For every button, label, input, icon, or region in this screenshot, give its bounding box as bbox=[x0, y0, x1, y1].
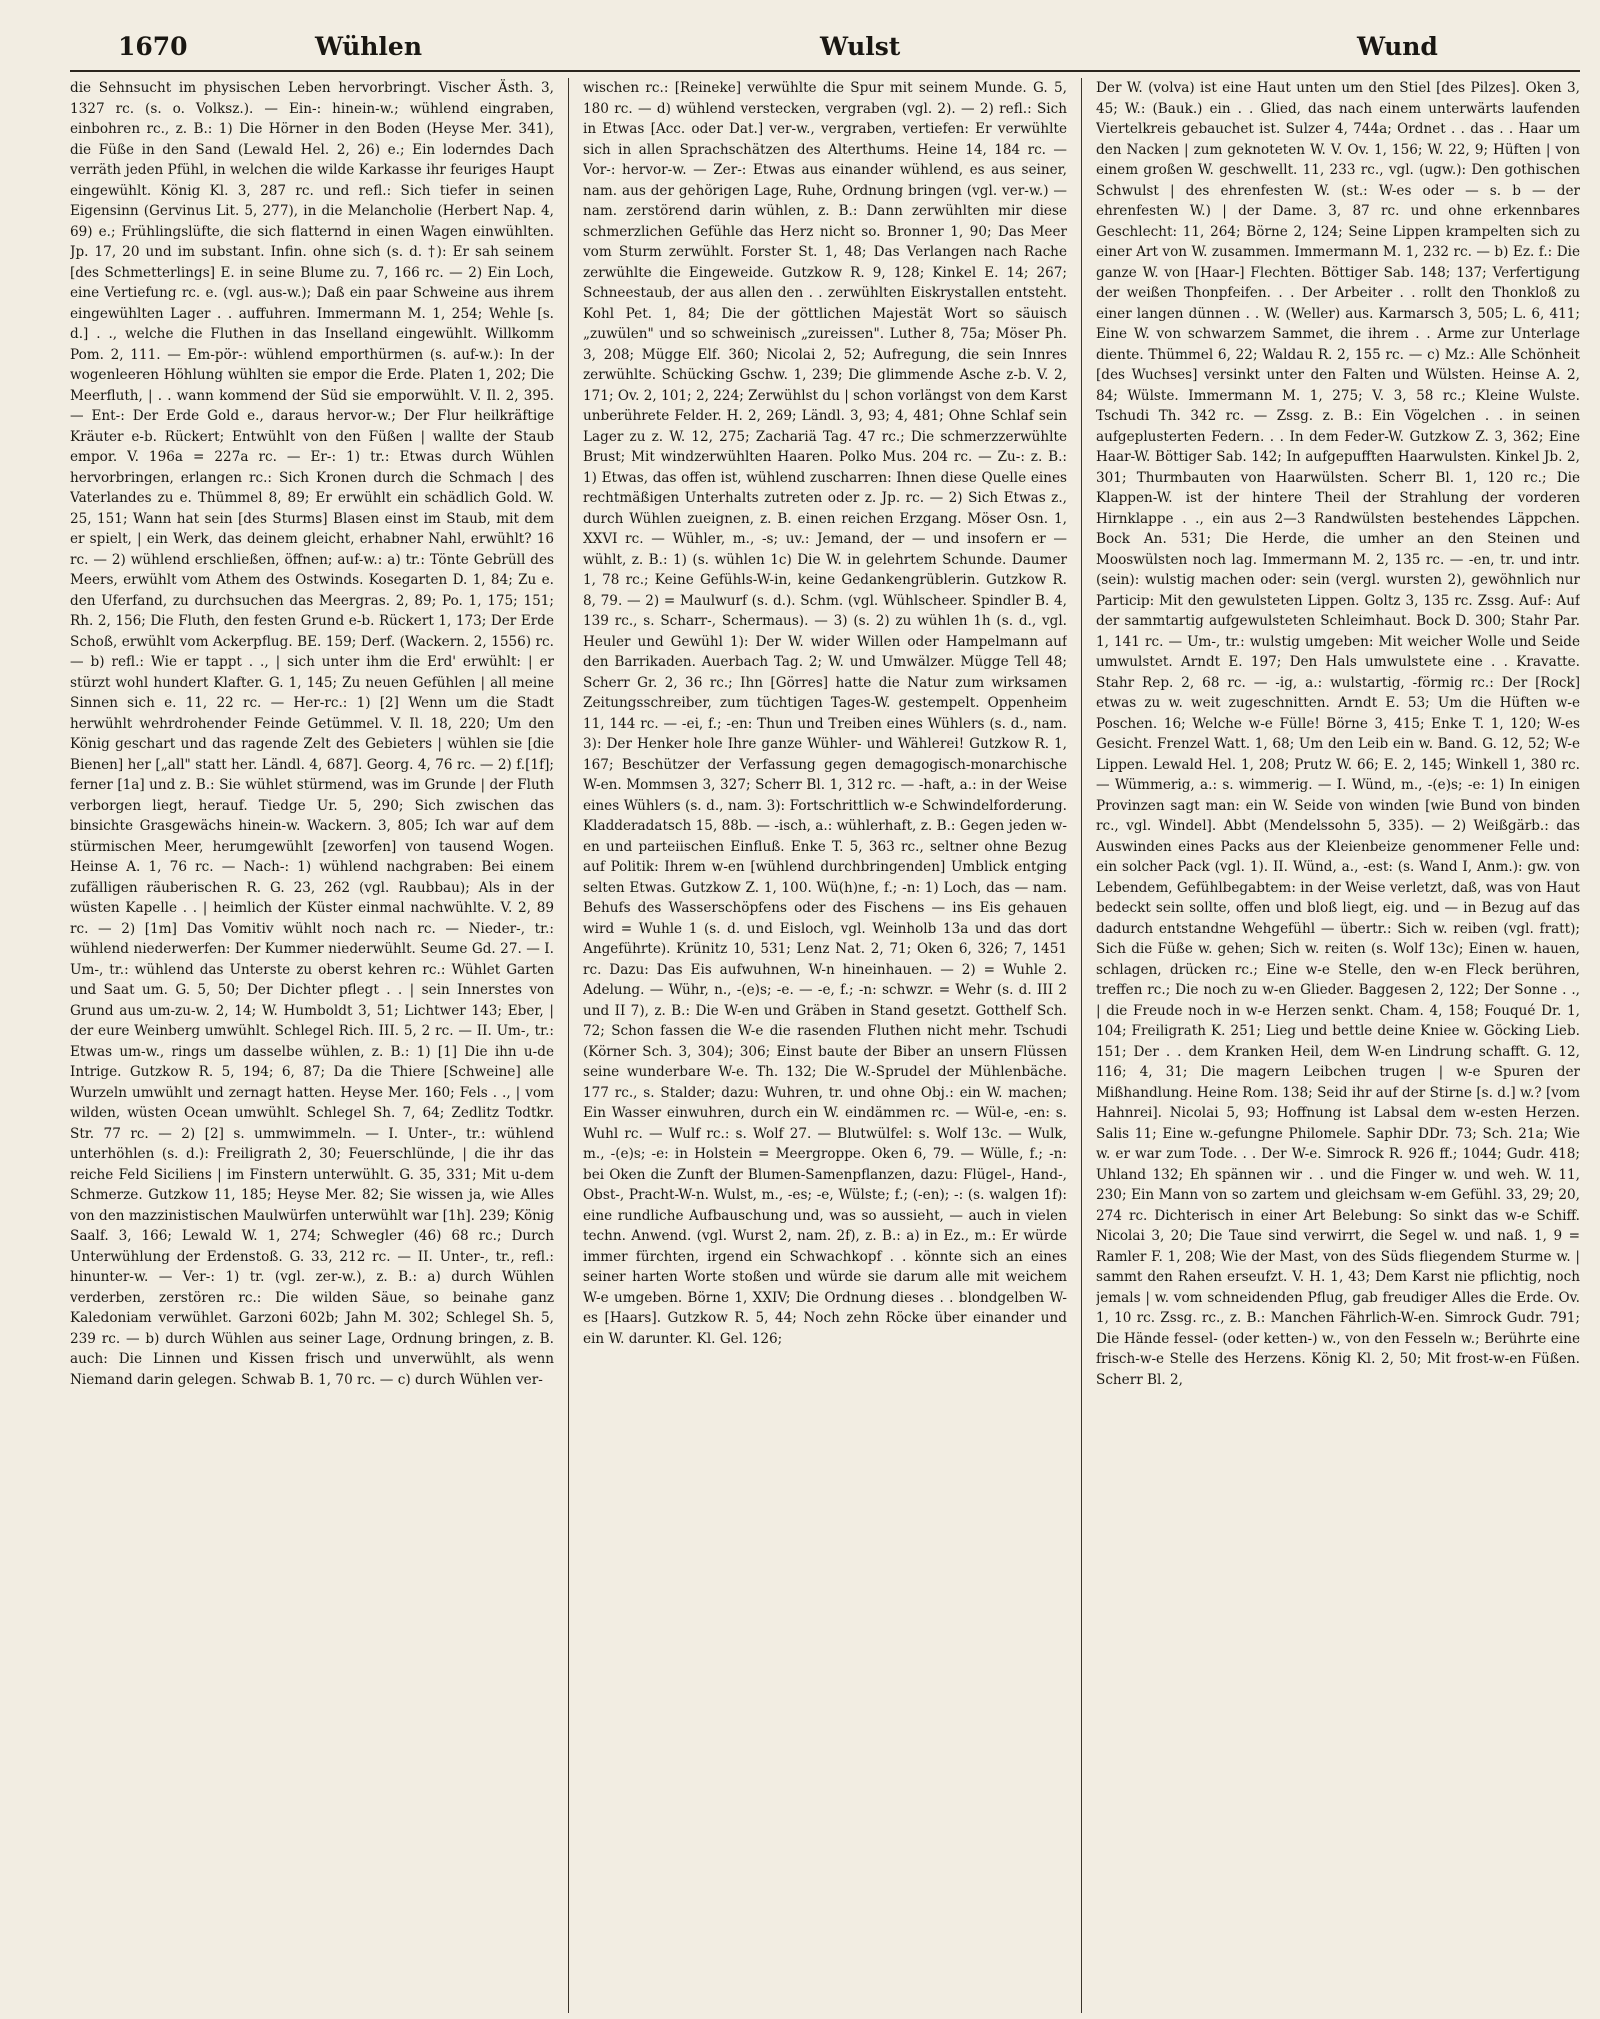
right-running-headword: Wund bbox=[1357, 32, 1438, 61]
column-divider bbox=[1081, 78, 1082, 2013]
column-middle-text: wischen rc.: [Reineke] verwühlte die Spur mit seinem Munde. G. 5, 180 rc. — d) wühlend verstecken, vergraben (vgl. 2). — 2) refl.: Sich in Etwas [Acc. oder Dat.] ver-w., vergraben, vertiefen: Er verwühlte sich in allen Sprachschätzen des Alterthums. Heine 14, 184 rc. — Vor-: hervor-w. — Zer-: Etwas aus einander wühlend, es aus seiner, nam. aus der gehörigen Lage, Ruhe, Ordnung bringen (vgl. ver-w.) — nam. zerstörend darin wühlen, z. B.: Dann zerwühlten mir diese schmerzlichen Gefühle das Herz nicht so. Bronner 1, 90; Das Meer vom Sturm zerwühlt. Forster St. 1, 48; Das Verlangen nach Rache zerwühlte die Eingeweide. Gutzkow R. 9, 128; Kinkel E. 14; 267; Schneestaub, der aus allen den . . zerwühlten Eiskrystallen entsteht. Kohl Pet. 1, 84; Die der göttlichen Majestät Wort so säuisch „zuwülen" und so schweinisch „zureissen". Luther 8, 75a; Möser Ph. 3, 208; Mügge Elf. 360; Nicolai 2, 52; Aufregung, die sein Innres zerwühlte. Schücking Gschw. 1, 239; Die glimmende Asche z-b. V. 2, 171; Ov. 2, 101; 2, 224; Zerwühlst du | schon vorlängst von dem Karst unberührete Felder. H. 2, 269; Ländl. 3, 93; 4, 481; Ohne Schlaf sein Lager zu z. W. 12, 275; Zachariä Tag. 47 rc.; Die schmerzzerwühlte Brust; Mit windzerwühlten Haaren. Polko Mus. 204 rc. — Zu-: z. B.: 1) Etwas, das offen ist, wühlend zuscharren: Ihnen diese Quelle eines rechtmäßigen Unterhalts zutreten oder z. Jp. rc. — 2) Sich Etwas z., durch Wühlen zueignen, z. B. einen reichen Erzgang. Möser Osn. 1, XXVI rc. — Wühler, m., -s; uv.: Jemand, der — und insofern er — wühlt, z. B.: 1) (s. wühlen 1c) Die W. in gelehrtem Schunde. Daumer 1, 78 rc.; Keine Gefühls-W-in, keine Gedankengrüblerin. Gutzkow R. 8, 79. — 2) = Maulwurf (s. d.). Schm. (vgl. Wühlscheer. Spindler B. 4, 139 rc., s. Scharr-, Schermaus). — 3) (s. 2) zu wühlen 1h (s. d., vgl. Heuler und Gewühl 1): Der W. wider Willen oder Hampelmann auf den Barrikaden. Auerbach Tag. 2; W. und Umwälzer. Mügge Tell 48; Scherr Gr. 2, 36 rc.; Ihn [Görres] hatte die Natur zum wirksamen Zeitungsschreiber, zum tüchtigen Tages-W. gestempelt. Oppenheim 11, 144 rc. — -ei, f.; -en: Thun und Treiben eines Wühlers (s. d., nam. 3): Der Henker hole Ihre ganze Wühler- und Wählerei! Gutzkow R. 1, 167; Beschützer der Verfassung gegen demagogisch-monarchische W-en. Mommsen 3, 327; Scherr Bl. 1, 312 rc. — -haft, a.: in der Weise eines Wühlers (s. d., nam. 3): Fortschrittlich w-e Schwindelforderung. Kladderadatsch 15, 88b. — -isch, a.: wühlerhaft, z. B.: Gegen jeden w-en und parteiischen Einfluß. Enke T. 5, 363 rc., seltner ohne Bezug auf Politik: Ihrem w-en [wühlend durchbringenden] Umblick entging selten Etwas. Gutzkow Z. 1, 100. Wü(h)ne, f.; -n: 1) Loch, das — nam. Behufs des Wasserschöpfens oder des Fischens — ins Eis gehauen wird = Wuhle 1 (s. d. und Eisloch, vgl. Weinholb 13a und das dort Angeführte). Krünitz 10, 531; Lenz Nat. 2, 71; Oken 6, 326; 7, 1451 rc. Dazu: Das Eis aufwuhnen, W-n hineinhauen. — 2) = Wuhle 2. Adelung. — Wühr, n., -(e)s; -e. — -e, f.; -n: schwzr. = Wehr (s. d. III 2 und II 7), z. B.: Die W-en und Gräben in Stand gesetzt. Gotthelf Sch. 72; Schon fassen die W-e die rasenden Fluthen nicht mehr. Tschudi (Körner Sch. 3, 304); 306; Einst baute der Biber an unsern Flüssen seine wunderbare W-e. Th. 132; Die W.-Sprudel der Mühlenbäche. 177 rc., s. Stalder; dazu: Wuhren, tr. und ohne Obj.: ein W. machen; Ein Wasser einwuhren, durch ein W. eindämmen rc. — Wül-e, -en: s. Wuhl rc. — Wulf rc.: s. Wolf 27. — Blutwülfel: s. Wolf 13c. — Wulk, m., -(e)s; -e: in Holstein = Meergroppe. Oken 6, 79. — Wülle, f.; -n: bei Oken die Zunft der Blumen-Samenpflanzen, dazu: Flügel-, Hand-, Obst-, Pracht-W-n. Wulst, m., -es; -e, Wülste; f.; (-en); -: (s. walgen 1f): eine rundliche Aufbauschung und, was so aussieht, — auch in vielen techn. Anwend. (vgl. Wurst 2, nam. 2f), z. B.: a) in Ez., m.: Er würde immer fürchten, irgend ein Schwachkopf . . könnte sich an eines seiner harten Worte stoßen und würde sie darum alle mit weichem W-e umgeben. Börne 1, XXIV; Die Ordnung dieses . . blondgelben W-es [Haars]. Gutzkow R. 5, 44; Noch zehn Röcke über einander und ein W. darunter. Kl. Gel. 126; bbox=[583, 80, 1067, 1347]
center-running-headword: Wulst bbox=[820, 32, 901, 61]
text-columns bbox=[70, 78, 1580, 2013]
column-middle bbox=[583, 78, 1067, 2013]
column-left-text: die Sehnsucht im physischen Leben hervorbringt. Vischer Ästh. 3, 1327 rc. (s. o. Volksz.). — Ein-: hinein-w.; wühlend eingraben, einbohren rc., z. B.: 1) Die Hörner in den Boden (Heyse Mer. 341), die Füße in den Sand (Lewald Hel. 2, 26) e.; Ein loderndes Dach verräth jeden Pfühl, in welchen die wilde Karkasse ihr feuriges Haupt eingewühlt. König Kl. 3, 287 rc. und refl.: Sich tiefer in seinen Eigensinn (Gervinus Lit. 5, 277), in die Melancholie (Herbert Nap. 4, 69) e.; Frühlingslüfte, die sich flatternd in einen Wagen einwühlten. Jp. 17, 20 und im substant. Infin. ohne sich (s. d. †): Er sah seinem [des Schmetterlings] E. in seine Blume zu. 7, 166 rc. — 2) Ein Loch, eine Vertiefung rc. e. (vgl. aus-w.); Daß ein paar Schweine aus ihrem eingewühlten Lager . . auffuhren. Immermann M. 1, 254; Wehle [s. d.] . ., welche die Fluthen in das Inselland eingewühlt. Willkomm Pom. 2, 111. — Em-pör-: wühlend emporthürmen (s. auf-w.): In der wogenleeren Höhlung wühlten sie empor die Erde. Platen 1, 202; Die Meerfluth, | . . wann kommend der Süd sie emporwühlt. V. Il. 2, 395. — Ent-: Der Erde Gold e., daraus hervor-w.; Der Flur heilkräftige Kräuter e-b. Rückert; Entwühlt von den Füßen | wallte der Staub empor. V. 196a = 227a rc. — Er-: 1) tr.: Etwas durch Wühlen hervorbringen, erlangen rc.: Sich Kronen durch die Schmach | des Vaterlandes zu e. Thümmel 8, 89; Er erwühlt ein schädlich Gold. W. 25, 151; Wann hat sein [des Sturms] Blasen einst im Staub, mit dem er spielt, | ein Werk, das deinem gleicht, erhabner Nahl, erwühlt? 16 rc. — 2) wühlend erschließen, öffnen; auf-w.: a) tr.: Tönte Gebrüll des Meers, erwühlt vom Athem des Ostwinds. Kosegarten D. 1, 84; Zu e. den Uferfand, zu durchsuchen das Meergras. 2, 89; Po. 1, 175; 151; Rh. 2, 156; Die Fluth, den festen Grund e-b. Rückert 1, 173; Der Erde Schoß, erwühlt vom Ackerpflug. BE. 159; Derf. (Wackern. 2, 1556) rc. — b) refl.: Wie er tappt . ., | sich unter ihm die Erd' erwühlt: | er stürzt wohl hundert Klafter. G. 1, 145; Zu neuen Gefühlen | all meine Sinnen sich e. 11, 22 rc. — Her-rc.: 1) [2] Wenn um die Stadt herwühlt wehrdrohender Feinde Getümmel. V. Il. 18, 220; Um den König geschart und das ragende Zelt des Gebieters | wühlen sie [die Bienen] her [„all" statt her. Ländl. 4, 687]. Georg. 4, 76 rc. — 2) f.[1f]; ferner [1a] und z. B.: Sie wühlet stürmend, was im Grunde | der Fluth verborgen liegt, herauf. Tiedge Ur. 5, 290; Sich zwischen das binsichte Grasgewächs hinein-w. Wackern. 3, 805; Ich war auf dem stürmischen Meer, herumgewühlt [zeworfen] von tausend Wogen. Heinse A. 1, 76 rc. — Nach-: 1) wühlend nachgraben: Bei einem zufälligen räuberischen R. G. 23, 262 (vgl. Raubbau); Als in der wüsten Kapelle . . | heimlich der Küster einmal nachwühlte. V. 2, 89 rc. — 2) [1m] Das Vomitiv wühlt noch nach rc. — Nieder-, tr.: wühlend niederwerfen: Der Kummer niederwühlt. Seume Gd. 27. — I. Um-, tr.: wühlend das Unterste zu oberst kehren rc.: Wühlet Garten und Saat um. G. 5, 50; Der Dichter pflegt . . | sein Innerstes von Grund aus um-zu-w. 2, 14; W. Humboldt 3, 51; Lichtwer 143; Eber, | der eure Weinberg umwühlt. Schlegel Rich. III. 5, 2 rc. — II. Um-, tr.: Etwas um-w., rings um dasselbe wühlen, z. B.: 1) [1] Die ihn u-de Intrige. Gutzkow R. 5, 194; 6, 87; Da die Thiere [Schweine] alle Wurzeln umwühlt und zernagt hatten. Heyse Mer. 160; Fels . ., | vom wilden, wüsten Ocean umwühlt. Schlegel Sh. 7, 64; Zedlitz Todtkr. Str. 77 rc. — 2) [2] s. ummwimmeln. — I. Unter-, tr.: wühlend unterhöhlen (s. d.): Freiligrath 2, 30; Feuerschlünde, | die ihr das reiche Feld Siciliens | im Finstern unterwühlt. G. 35, 331; Mit u-dem Schmerze. Gutzkow 11, 185; Heyse Mer. 82; Sie wissen ja, wie Alles von den mazzinistischen Maulwürfen unterwühlt war [1h]. 239; König Saalf. 3, 166; Lewald W. 1, 274; Schwegler (46) 68 rc.; Durch Unterwühlung der Erdenstoß. G. 33, 212 rc. — II. Unter-, tr., refl.: hinunter-w. — Ver-: 1) tr. (vgl. zer-w.), z. B.: a) durch Wühlen verderben, zerstören rc.: Die wilden Säue, so beinahe ganz Kaledoniam verwühlet. Garzoni 602b; Jahn M. 302; Schlegel Sh. 5, 239 rc. — b) durch Wühlen aus seiner Lage, Ordnung bringen, z. B. auch: Die Linnen und Kissen frisch und unverwühlt, als wenn Niemand darin gelegen. Schwab B. 1, 70 rc. — c) durch Wühlen ver- bbox=[70, 80, 554, 1388]
column-divider bbox=[568, 78, 569, 2013]
column-left bbox=[70, 78, 554, 2013]
column-right-text: Der W. (volva) ist eine Haut unten um den Stiel [des Pilzes]. Oken 3, 45; W.: (Bauk.) ein . . Glied, das nach einem unterwärts laufenden Viertelkreis gebauchet ist. Sulzer 4, 744a; Ordnet . . das . . Haar um den Nacken | zum geknoteten W. V. Ov. 1, 156; W. 22, 9; Hüften | von einem großen W. geschwellt. 11, 233 rc., vgl. (ugw.): Den gothischen Schwulst | des ehrenfesten W. (st.: W-es oder — s. b — der ehrenfesten W.) | der Dame. 3, 87 rc. und ohne erkennbares Geschlecht: 11, 264; Börne 2, 124; Seine Lippen krampelten sich zu einer Art von W. zusammen. Immermann M. 1, 232 rc. — b) Ez. f.: Die ganze W. von [Haar-] Flechten. Böttiger Sab. 148; 137; Verfertigung der weißen Thonpfeifen. . . Der Arbeiter . . rollt den Thonkloß zu einer langen dünnen . . W. (Weller) aus. Karmarsch 3, 505; L. 6, 411; Eine W. von schwarzem Sammet, die ihrem . . Arme zur Unterlage diente. Thümmel 6, 22; Waldau R. 2, 155 rc. — c) Mz.: Alle Schönheit [des Wuchses] versinkt unter den Falten und Wülsten. Heinse A. 2, 84; Wülste. Immermann M. 1, 275; V. 3, 58 rc.; Kleine Wulste. Tschudi Th. 342 rc. — Zssg. z. B.: Ein Vögelchen . . in seinen aufgeplusterten Federn. . . In dem Feder-W. Gutzkow Z. 3, 362; Eine Haar-W. Böttiger Sab. 142; In aufgepufften Haarwulsten. Kinkel Jb. 2, 301; Thurmbauten von Haarwülsten. Scherr Bl. 1, 120 rc.; Die Klappen-W. ist der hintere Theil der Strahlung der vorderen Hirnklappe . ., ein aus 2—3 Randwülsten bestehendes Läppchen. Bock An. 531; Die Herde, die umher an den Steinen und Mooswülsten noch lag. Immermann M. 2, 135 rc. — -en, tr. und intr. (sein): wulstig machen oder: sein (vergl. wursten 2), gewöhnlich nur Particip: Mit den gewulsteten Lippen. Goltz 3, 135 rc. Zssg. Auf-: Auf der sammtartig aufgewulsteten Schleimhaut. Bock D. 300; Stahr Par. 1, 141 rc. — Um-, tr.: wulstig umgeben: Mit weicher Wolle und Seide umwulstet. Arndt E. 197; Den Hals umwulstete eine . . Kravatte. Stahr Rep. 2, 68 rc. — -ig, a.: wulstartig, -förmig rc.: Der [Rock] etwas zu w. weit zugeschnitten. Arndt E. 53; Um die Hüften w-e Poschen. 16; Welche w-e Fülle! Börne 3, 415; Enke T. 1, 120; W-es Gesicht. Frenzel Watt. 1, 68; Um den Leib ein w. Band. G. 12, 52; W-e Lippen. Lewald Hel. 1, 208; Prutz W. 66; E. 2, 145; Winkell 1, 380 rc. — Wümmerig, a.: s. wimmerig. — I. Wünd, m., -(e)s; -e: 1) In einigen Provinzen sagt man: ein W. Seide von winden [wie Bund von binden rc., vgl. Windel]. Abbt (Mendelssohn 5, 335). — 2) Weißgärb.: das Auswinden eines Packs aus der Kleienbeize genommener Felle und: ein solcher Pack (vgl. 1). II. Wünd, a., -est: (s. Wand I, Anm.): gw. von Lebendem, Gefühlbegabtem: in der Weise verletzt, daß, was von Haut bedeckt sein sollte, offen und bloß liegt, eig. und — in Bezug auf das dadurch entstandne Wehgefühl — übertr.: Sich w. reiben (vgl. fratt); Sich die Füße w. gehen; Sich w. reiten (s. Wolf 13c); Einen w. hauen, schlagen, drücken rc.; Eine w-e Stelle, den w-en Fleck berühren, treffen rc.; Die noch zu w-en Glieder. Baggesen 2, 122; Der Sonne . ., | die Freude noch in w-e Herzen senkt. Cham. 4, 158; Fouqué Dr. 1, 104; Freiligrath K. 251; Lieg und bettle deine Kniee w. Göcking Lieb. 151; Der . . dem Kranken Heil, dem W-en Lindrung schafft. G. 12, 116; 4, 31; Die magern Leibchen trugen | w-e Spuren der Mißhandlung. Heine Rom. 138; Seid ihr auf der Stirne [s. d.] w.? [vom Hahnrei]. Nicolai 5, 93; Hoffnung ist Labsal dem w-esten Herzen. Salis 11; Eine w.-gefungne Philomele. Saphir DDr. 73; Sch. 21a; Wie w. er war zum Tode. . . Der W-e. Simrock R. 926 ff.; 1044; Gudr. 418; Uhland 132; Eh spännen wir . . und die Finger w. und weh. W. 11, 230; Ein Mann von so zartem und gleichsam w-em Gefühl. 33, 29; 20, 274 rc. Dichterisch in einer Art Belebung: So sinkt das w-e Schiff. Nicolai 3, 20; Die Taue sind verwirrt, die Segel w. und naß. 1, 9 = Ramler F. 1, 208; Wie der Mast, von des Süds fliegendem Sturme w. | sammt den Rahen erseufzt. V. H. 1, 43; Dem Karst nie pflichtig, noch jemals | w. vom schneidenden Pflug, gab freudiger Alles die Erde. Ov. 1, 10 rc. Zssg. rc., z. B.: Manchen Fährlich-W-en. Simrock Gudr. 791; Die Hände fessel- (oder ketten-) w., von den Fesseln w.; Berührte eine frisch-w-e Stelle des Herzens. König Kl. 2, 50; Mit frost-w-en Füßen. Scherr Bl. 2, bbox=[1096, 80, 1580, 1388]
page-header bbox=[70, 26, 1580, 72]
page-number: 1670 bbox=[118, 32, 188, 61]
column-right bbox=[1096, 78, 1580, 2013]
left-running-headword: Wühlen bbox=[315, 32, 422, 61]
